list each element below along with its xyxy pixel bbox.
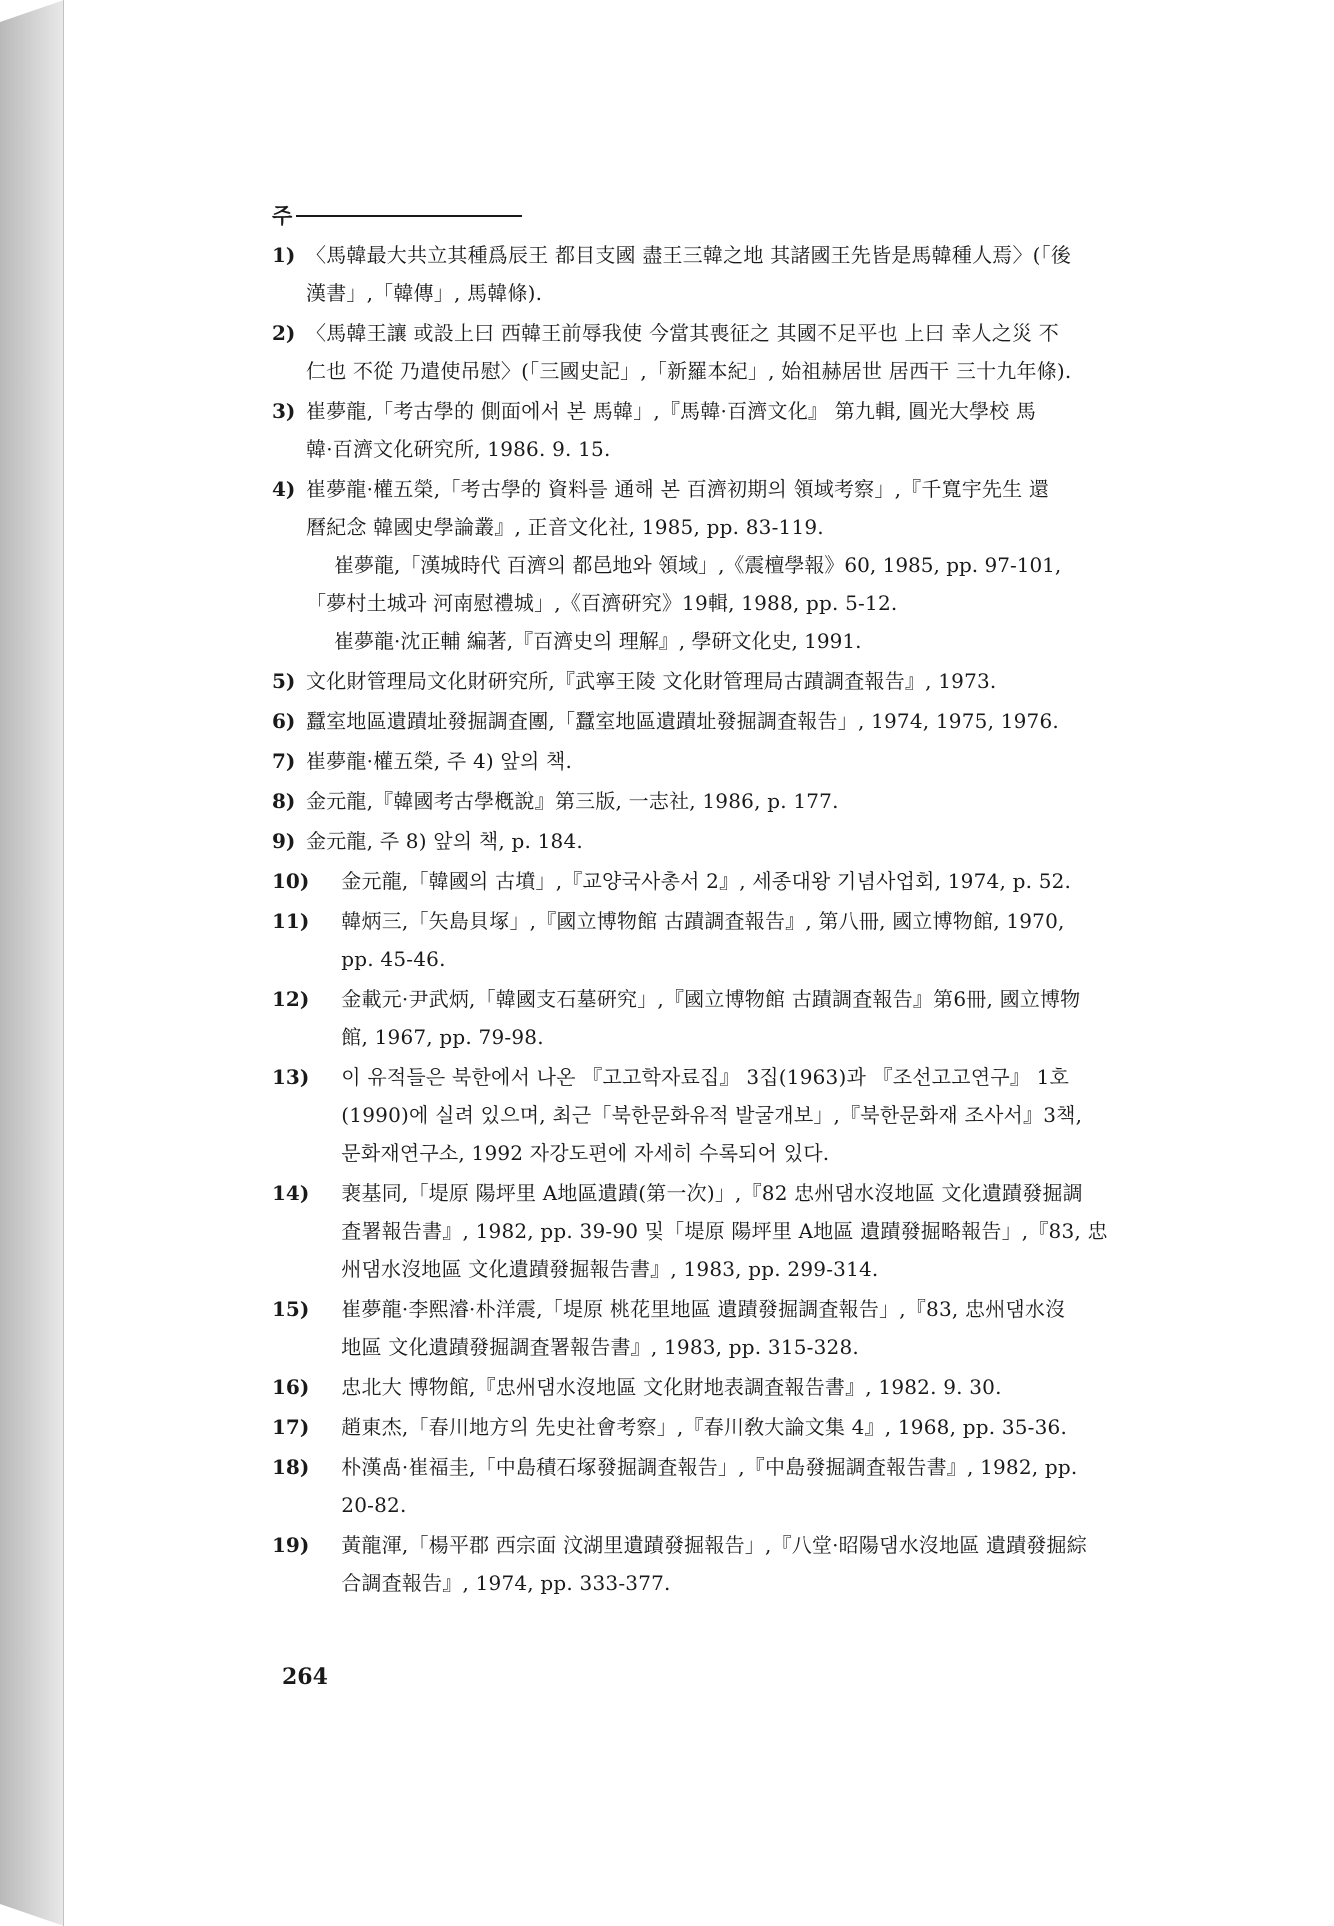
note-line: 地區 文化遺蹟發掘調査署報告書』, 1983, pp. 315-328.	[341, 1335, 859, 1359]
notes-header-rule	[296, 215, 522, 217]
note-line: 漢書」,「韓傳」, 馬韓條).	[306, 281, 543, 305]
note-line: 金元龍,「韓國의 古墳」,『교양국사총서 2』, 세종대왕 기념사업회, 1974, p. 52.	[341, 869, 1072, 893]
page-number: 264	[282, 1664, 328, 1690]
note-number: 6)	[272, 709, 296, 733]
note-line: 朴漢卨·崔福圭,「中島積石塚發掘調査報告」,『中島發掘調査報告書』, 1982, pp.	[341, 1455, 1078, 1479]
note-body	[309, 902, 1154, 978]
note-body	[309, 1174, 1154, 1288]
note-line: 金元龍, 주 8) 앞의 책, p. 184.	[306, 829, 583, 853]
note-body	[309, 1448, 1154, 1524]
note-body	[306, 392, 1154, 468]
note-8	[272, 782, 1154, 820]
note-line: 州댐水沒地區 文化遺蹟發掘報告書』, 1983, pp. 299-314.	[341, 1257, 879, 1281]
note-line: 〈馬韓最大共立其種爲辰王 都目支國 盡王三韓之地 其諸國王先皆是馬韓種人焉〉(「後	[306, 243, 1072, 267]
note-6	[272, 702, 1154, 740]
note-13	[272, 1058, 1154, 1172]
note-number: 2)	[272, 321, 296, 345]
notes-section	[272, 196, 1154, 1604]
note-line: 〈馬韓王讓 或設上曰 西韓王前辱我使 今當其喪征之 其國不足平也 上曰 幸人之災 不	[306, 321, 1059, 345]
note-12	[272, 980, 1154, 1056]
note-number: 7)	[272, 749, 296, 773]
note-sub-line: 崔夢龍,「漢城時代 百濟의 都邑地와 領域」,《震檀學報》60, 1985, pp. 97-101,	[334, 553, 1062, 577]
note-sub-line: 崔夢龍·沈正輔 編著,『百濟史의 理解』, 學硏文化史, 1991.	[334, 629, 862, 653]
note-line: 崔夢龍·權五榮, 주 4) 앞의 책.	[306, 749, 573, 773]
note-line: 「夢村土城과 河南慰禮城」,《百濟硏究》19輯, 1988, pp. 5-12.	[306, 591, 898, 615]
note-number: 5)	[272, 669, 296, 693]
note-line: 査署報告書』, 1982, pp. 39-90 및「堤原 陽坪里 A地區 遺蹟發掘略報告」,『83, 忠	[341, 1219, 1108, 1243]
note-3	[272, 392, 1154, 468]
notes-header	[272, 196, 1154, 236]
note-body	[306, 742, 1154, 780]
note-18	[272, 1448, 1154, 1524]
note-body	[306, 822, 1154, 860]
note-body	[306, 782, 1154, 820]
note-number: 1)	[272, 243, 296, 267]
note-line: 20-82.	[341, 1493, 407, 1517]
note-1	[272, 236, 1154, 312]
note-number: 19)	[272, 1533, 310, 1557]
note-body	[306, 236, 1154, 312]
note-line: (1990)에 실려 있으며, 최근「북한문화유적 발굴개보」,『북한문화재 조사서』3책,	[341, 1103, 1083, 1127]
note-number: 10)	[272, 869, 310, 893]
note-15	[272, 1290, 1154, 1366]
note-body	[309, 1290, 1154, 1366]
note-line: 이 유적들은 북한에서 나온 『고고학자료집』 3집(1963)과 『조선고고연구』 1호	[341, 1065, 1070, 1089]
note-number: 4)	[272, 477, 296, 501]
note-number: 18)	[272, 1455, 310, 1479]
note-line: 문화재연구소, 1992 자강도편에 자세히 수록되어 있다.	[341, 1141, 830, 1165]
note-body	[309, 1526, 1154, 1602]
note-line: 曆紀念 韓國史學論叢』, 正音文化社, 1985, pp. 83-119.	[306, 515, 824, 539]
note-17	[272, 1408, 1154, 1446]
note-5	[272, 662, 1154, 700]
note-line: 韓炳三,「矢島貝塚」,『國立博物館 古蹟調査報告』, 第八冊, 國立博物館, 1970,	[341, 909, 1065, 933]
note-body	[306, 662, 1154, 700]
note-line: 蠶室地區遺蹟址發掘調査團,「蠶室地區遺蹟址發掘調査報告」, 1974, 1975, 1976.	[306, 709, 1059, 733]
notes-list	[272, 236, 1154, 1602]
note-line: 文化財管理局文化財硏究所,『武寧王陵 文化財管理局古蹟調査報告』, 1973.	[306, 669, 997, 693]
note-16	[272, 1368, 1154, 1406]
note-line: 黃龍渾,「楊平郡 西宗面 汶湖里遺蹟發掘報告」,『八堂·昭陽댐水沒地區 遺蹟發掘綜	[341, 1533, 1087, 1557]
note-line: 崔夢龍,「考古學的 側面에서 본 馬韓」,『馬韓·百濟文化』 第九輯, 圓光大學校 馬	[306, 399, 1037, 423]
note-11	[272, 902, 1154, 978]
note-19	[272, 1526, 1154, 1602]
note-line: 裵基同,「堤原 陽坪里 A地區遺蹟(第一次)」,『82 忠州댐水沒地區 文化遺蹟發掘調	[341, 1181, 1083, 1205]
note-line: 館, 1967, pp. 79-98.	[341, 1025, 544, 1049]
note-body	[306, 470, 1154, 660]
note-number: 13)	[272, 1065, 310, 1089]
note-number: 8)	[272, 789, 296, 813]
note-number: 17)	[272, 1415, 310, 1439]
note-line: 金元龍,『韓國考古學槪說』第三版, 一志社, 1986, p. 177.	[306, 789, 839, 813]
note-number: 12)	[272, 987, 310, 1011]
note-number: 14)	[272, 1181, 310, 1205]
note-9	[272, 822, 1154, 860]
note-line: 忠北大 博物館,『忠州댐水沒地區 文化財地表調査報告書』, 1982. 9. 30.	[341, 1375, 1002, 1399]
note-2	[272, 314, 1154, 390]
note-number: 15)	[272, 1297, 310, 1321]
note-line: 趙東杰,「春川地方의 先史社會考察」,『春川敎大論文集 4』, 1968, pp. 35-36.	[341, 1415, 1068, 1439]
note-body	[309, 980, 1154, 1056]
note-body	[309, 1058, 1154, 1172]
note-line: pp. 45-46.	[341, 947, 446, 971]
note-number: 3)	[272, 399, 296, 423]
note-line: 崔夢龍·李熙濬·朴洋震,「堤原 桃花里地區 遺蹟發掘調査報告」,『83, 忠州댐水沒	[341, 1297, 1066, 1321]
note-line: 韓·百濟文化硏究所, 1986. 9. 15.	[306, 437, 611, 461]
note-4	[272, 470, 1154, 660]
note-body	[309, 1408, 1154, 1446]
note-body	[306, 702, 1154, 740]
note-7	[272, 742, 1154, 780]
note-line: 金載元·尹武炳,「韓國支石墓硏究」,『國立博物館 古蹟調査報告』第6冊, 國立博物	[341, 987, 1081, 1011]
note-number: 16)	[272, 1375, 310, 1399]
note-10	[272, 862, 1154, 900]
note-line: 崔夢龍·權五榮,「考古學的 資料를 通해 본 百濟初期의 領域考察」,『千寬宇先生 還	[306, 477, 1050, 501]
notes-header-label: 주	[272, 204, 293, 228]
note-body	[306, 314, 1154, 390]
note-line: 合調査報告』, 1974, pp. 333-377.	[341, 1571, 671, 1595]
note-number: 11)	[272, 909, 310, 933]
note-body	[309, 1368, 1154, 1406]
note-body	[309, 862, 1154, 900]
note-line: 仁也 不從 乃遣使吊慰〉(「三國史記」,「新羅本紀」, 始祖赫居世 居西干 三十九年條).	[306, 359, 1072, 383]
note-14	[272, 1174, 1154, 1288]
note-number: 9)	[272, 829, 296, 853]
